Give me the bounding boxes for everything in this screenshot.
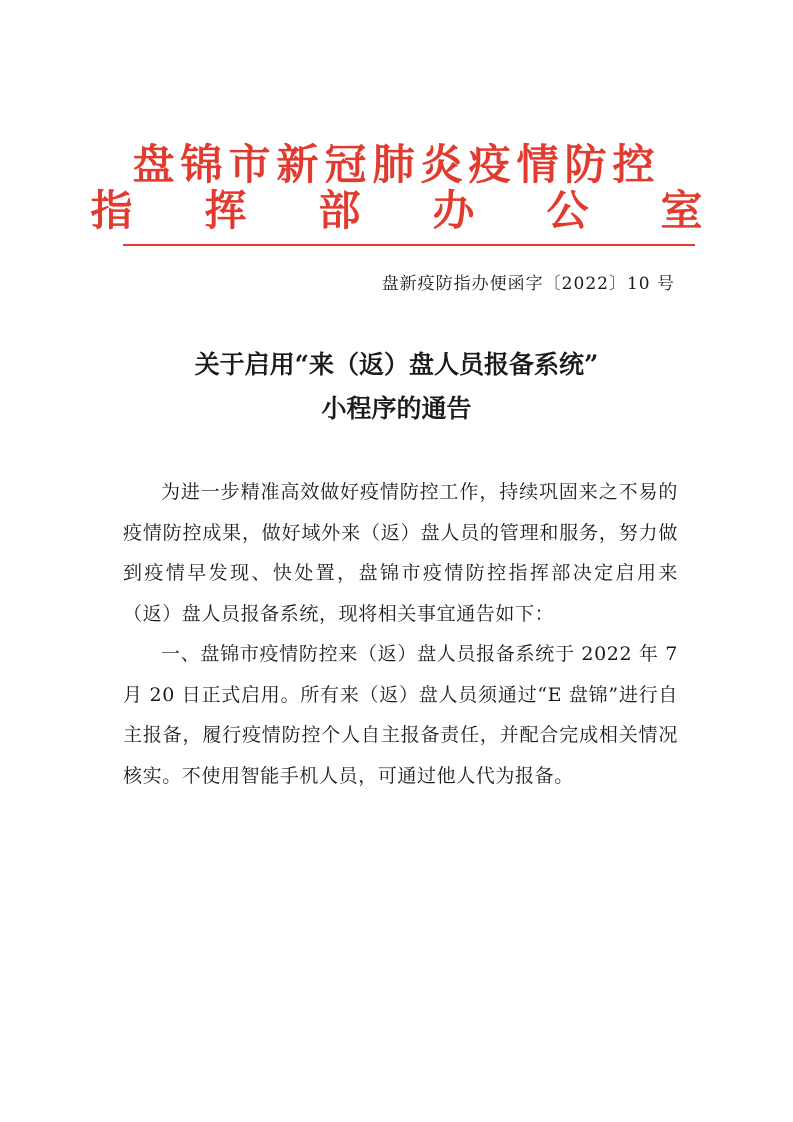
document-body xyxy=(123,472,678,796)
issuer-header-line-2: 指挥部办公室 xyxy=(90,186,775,235)
document-number: 盘新疫防指办便函字〔2022〕10 号 xyxy=(381,274,675,294)
document-title-line-2: 小程序的通告 xyxy=(321,394,472,423)
red-divider-rule xyxy=(123,244,695,246)
document-title-line-1: 关于启用“来（返）盘人员报备系统” xyxy=(194,350,599,379)
issuer-header-line-1: 盘锦市新冠肺炎疫情防控 xyxy=(132,140,661,189)
body-paragraph-item-1: 一、盘锦市疫情防控来（返）盘人员报备系统于 2022 年 7 月 20 日正式启用。所有来（返）盘人员须通过“E 盘锦”进行自主报备，履行疫情防控个人自主报备责任，并配合完成相关情况核实。不使用智能手机人员，可通过他人代为报备。 xyxy=(123,643,678,787)
body-paragraph-intro: 为进一步精准高效做好疫情防控工作，持续巩固来之不易的疫情防控成果，做好域外来（返）盘人员的管理和服务，努力做到疫情早发现、快处置，盘锦市疫情防控指挥部决定启用来（返）盘人员报备系统，现将相关事宜通告如下： xyxy=(123,481,678,625)
